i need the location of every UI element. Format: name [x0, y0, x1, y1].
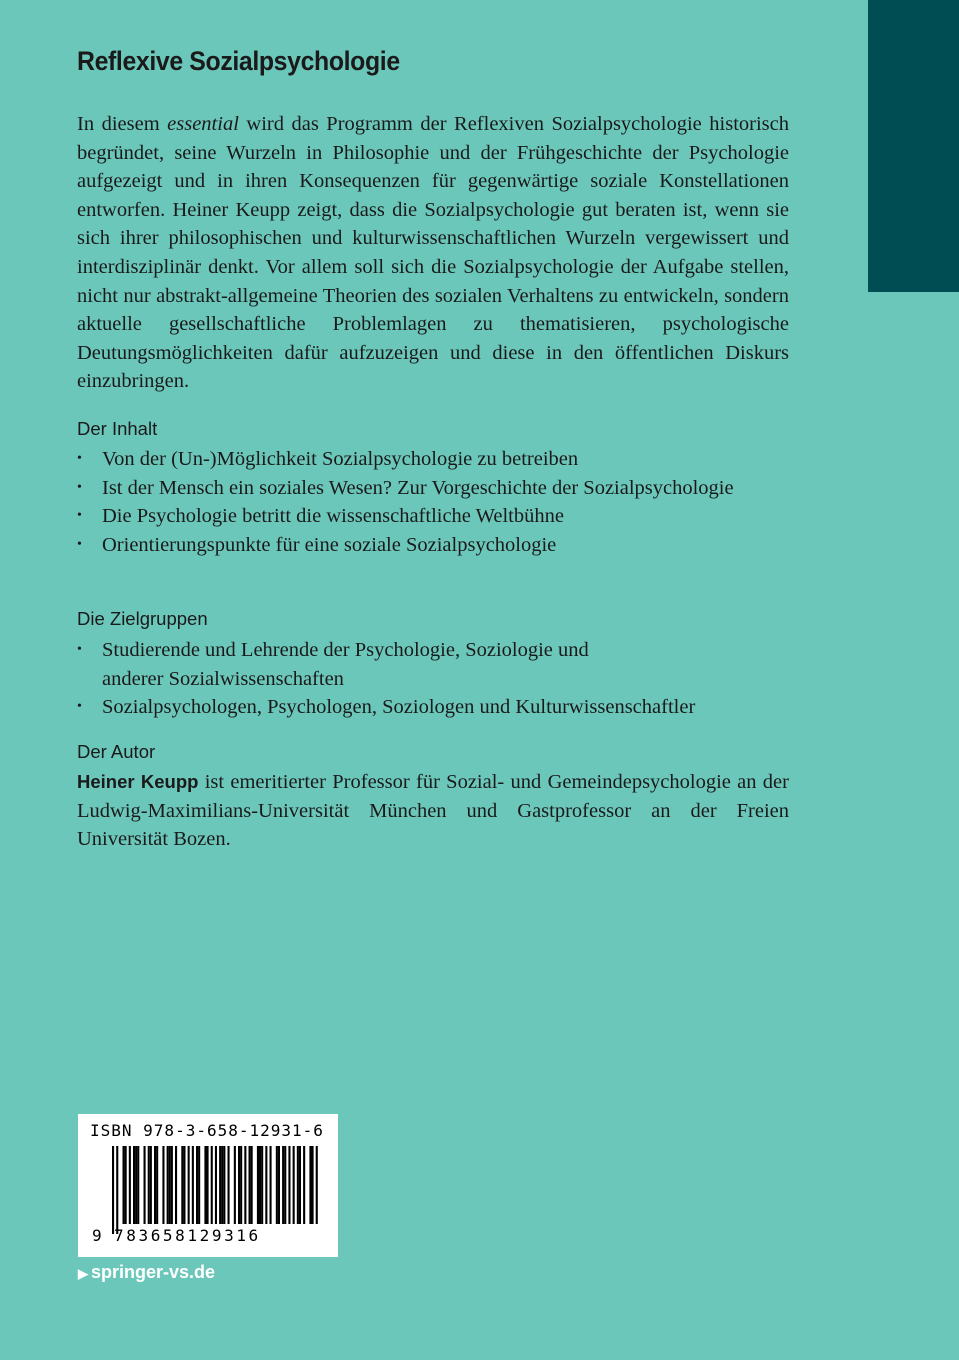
publisher-link-text: springer-vs.de — [91, 1262, 216, 1282]
barcode-bar — [282, 1146, 284, 1224]
barcode-bar — [238, 1146, 240, 1224]
barcode-bar — [303, 1146, 305, 1224]
audience-list — [77, 636, 789, 722]
list-item: • Von der (Un-)Möglichkeit Sozialpsychologie zu betreiben — [77, 445, 797, 474]
bullet-icon: • — [77, 479, 82, 495]
barcode-bar — [299, 1146, 301, 1224]
author-name: Heiner Keupp — [77, 771, 199, 792]
list-item: • Orientierungspunkte für eine soziale Sozialpsychologie — [77, 531, 797, 560]
list-item: • Sozialpsychologen, Psychologen, Soziologen und Kulturwissenschaftler — [77, 693, 789, 722]
contents-heading: Der Inhalt — [77, 418, 158, 439]
barcode-bar — [192, 1146, 194, 1224]
bullet-icon: • — [77, 642, 82, 657]
barcode-bar — [316, 1146, 318, 1224]
barcode-bar — [297, 1146, 299, 1224]
barcode-bar — [162, 1146, 164, 1224]
barcode-bar — [148, 1146, 150, 1224]
barcode-bar — [309, 1146, 311, 1224]
barcode-bar — [125, 1146, 127, 1224]
barcode-bar — [181, 1146, 183, 1224]
barcode-bar — [234, 1146, 236, 1224]
barcode-bar — [116, 1146, 118, 1234]
barcode-bar — [276, 1146, 278, 1224]
barcode-bar — [167, 1146, 169, 1224]
barcode-bar — [211, 1146, 213, 1224]
book-title: Reflexive Sozialpsychologie — [77, 46, 400, 76]
barcode-bar — [240, 1146, 242, 1224]
publisher-link[interactable] — [78, 1262, 215, 1283]
bullet-icon: • — [77, 536, 82, 552]
barcode-bar — [278, 1146, 280, 1224]
barcode-bar — [175, 1146, 177, 1224]
author-heading: Der Autor — [77, 741, 156, 762]
barcode-bar — [112, 1146, 114, 1234]
barcode-bar — [228, 1146, 230, 1224]
barcode-bar — [221, 1146, 223, 1224]
author-bio — [77, 768, 789, 854]
barcode-bar — [169, 1146, 171, 1224]
isbn-label: ISBN 978-3-658-12931-6 — [90, 1121, 324, 1140]
blurb-paragraph — [77, 110, 789, 396]
barcode-bar — [244, 1146, 246, 1224]
barcode-bar — [183, 1146, 185, 1224]
bullet-icon: • — [77, 699, 82, 715]
barcode-bar — [150, 1146, 152, 1224]
barcode-bar — [284, 1146, 286, 1224]
arrow-right-icon: ▶ — [78, 1266, 88, 1281]
barcode-bar — [196, 1146, 198, 1224]
barcode-bar — [265, 1146, 267, 1224]
blurb-emphasis: essential — [167, 113, 239, 135]
barcode-bar — [293, 1146, 295, 1224]
isbn-barcode — [78, 1114, 338, 1257]
list-item: • Studierende und Lehrende der Psychologie, Soziologie und anderer Sozialwissenschaften — [77, 636, 622, 693]
barcode-bar — [144, 1146, 146, 1224]
barcode-first-digit: 9 — [92, 1226, 102, 1245]
barcode-bar — [137, 1146, 139, 1224]
barcode-digits: 783658129316 — [114, 1226, 261, 1245]
blurb-start: In diesem — [77, 113, 168, 135]
audience-heading: Die Zielgruppen — [77, 608, 208, 629]
barcode-bar — [270, 1146, 272, 1224]
barcode-bar — [133, 1146, 135, 1224]
barcode-bar — [288, 1146, 290, 1224]
barcode-bar — [135, 1146, 137, 1224]
barcode-bar — [257, 1146, 259, 1224]
barcode-bar — [207, 1146, 209, 1224]
barcode-bar — [215, 1146, 217, 1224]
contents-list — [77, 445, 797, 559]
barcode-bar — [219, 1146, 221, 1224]
author-bio-text: ist emeritierter Professor für Sozial- und Gemeindepsychologie an der Ludwig-Maximilians-Universität München und Gastprofessor an der Freien Universität Bozen. — [77, 771, 789, 851]
barcode-bar — [188, 1146, 190, 1224]
barcode-bar — [249, 1146, 251, 1224]
list-item: • Die Psychologie betritt die wissenschaftliche Weltbühne — [77, 502, 797, 531]
barcode-bar — [198, 1146, 200, 1224]
barcode-bar — [204, 1146, 206, 1224]
barcode-bar — [129, 1146, 131, 1224]
barcode-bar — [123, 1146, 125, 1224]
barcode-bar — [223, 1146, 225, 1224]
bullet-icon: • — [77, 508, 82, 524]
barcode-bar — [261, 1146, 263, 1224]
barcode-bar — [154, 1146, 156, 1224]
barcode-bar — [259, 1146, 261, 1224]
barcode-bar — [156, 1146, 158, 1224]
bullet-icon: • — [77, 451, 82, 466]
barcode-bar — [312, 1146, 314, 1224]
corner-color-tab — [868, 0, 959, 292]
blurb-rest: wird das Programm der Reflexiven Sozialpsychologie historisch begründet, seine Wurzeln in Philosophie und der Frühgeschichte der Psychologie aufgezeigt und in ihren Konsequenzen für gegenwärtige soziale Konstellationen entworfen. Heiner Keupp zeigt, dass die Sozialpsychologie gut beraten ist, wenn sie sich ihrer philosophischen und kulturwissenschaftlichen Wurzeln vergewissert und interdisziplinär denkt. Vor allem soll sich die Sozialpsychologie der Aufgabe stellen, nicht nur abstrakt-allgemeine Theorien des sozialen Verhaltens zu entwickeln, sondern aktuelle gesellschaftliche Problemlagen zu thematisieren, psychologische Deutungsmöglichkeiten dafür aufzuzeigen und diese in den öffentlichen Diskurs einzubringen. — [77, 113, 789, 393]
list-item: • Ist der Mensch ein soziales Wesen? Zur Vorgeschichte der Sozialpsychologie — [77, 474, 797, 503]
barcode-bar — [171, 1146, 173, 1224]
barcode-bar — [251, 1146, 253, 1224]
